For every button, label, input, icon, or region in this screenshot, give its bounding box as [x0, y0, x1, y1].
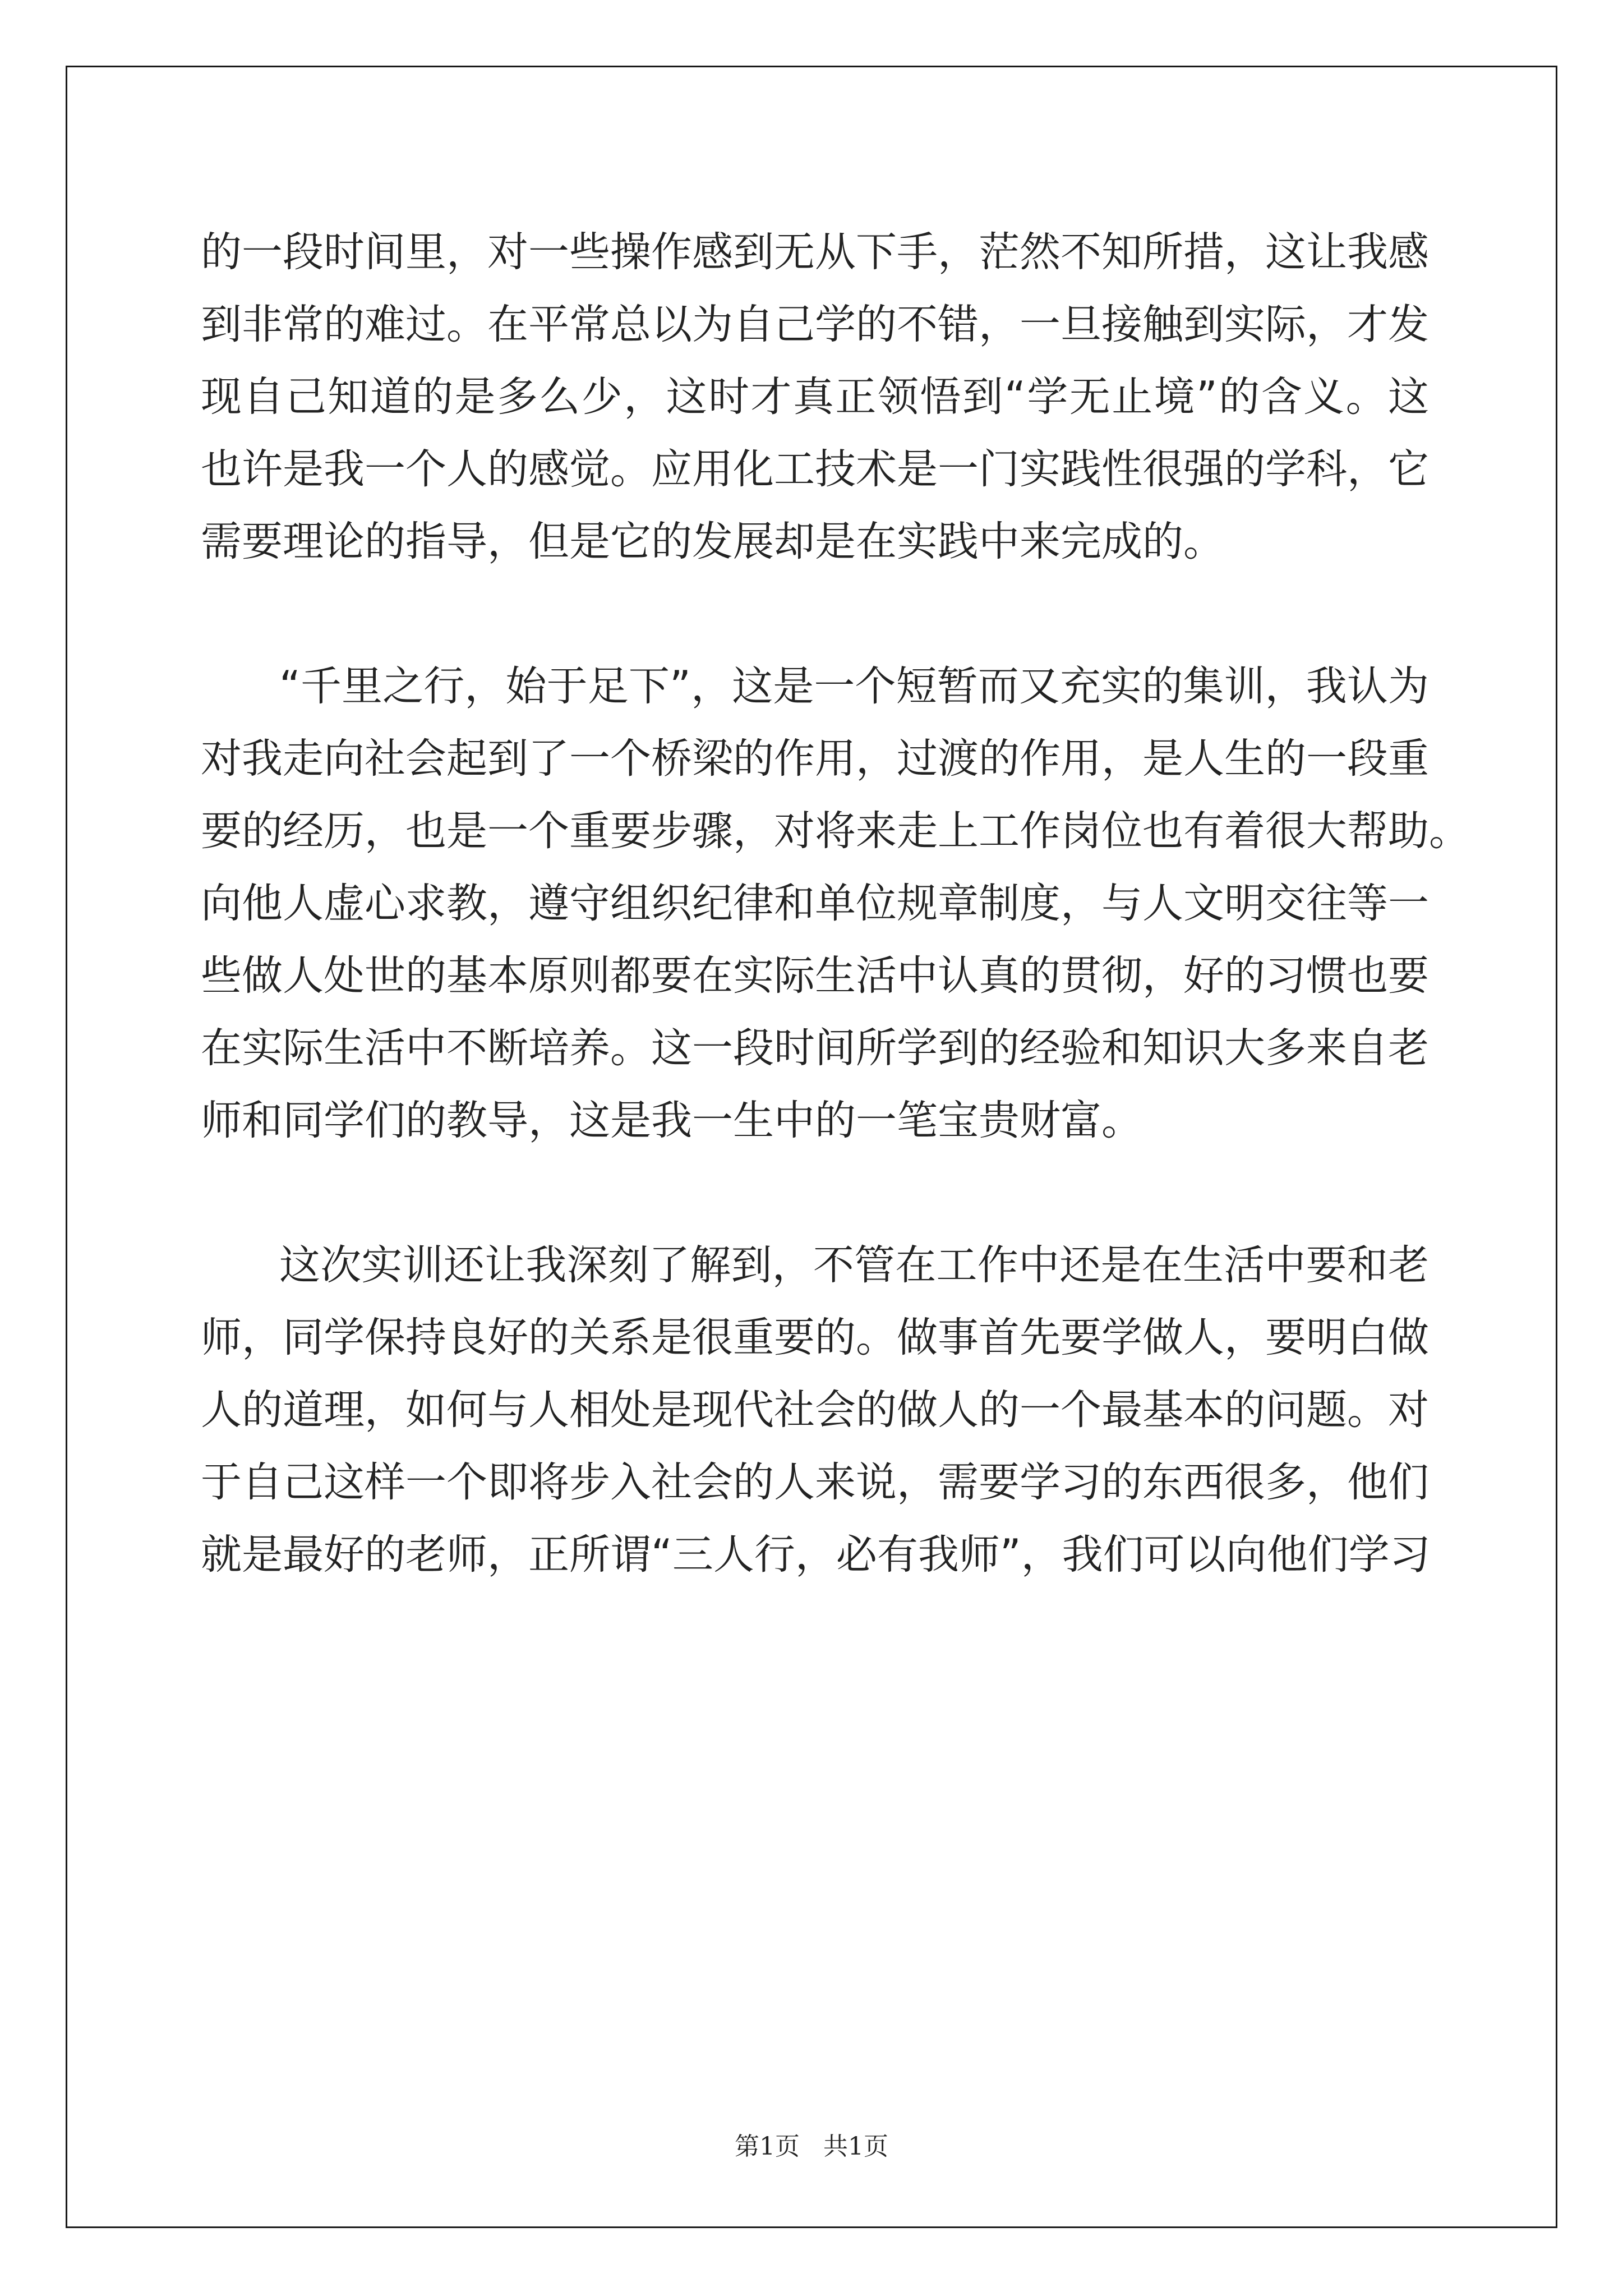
- text-line: 于自己这样一个即将步入社会的人来说，需要学习的东西很多，他们: [201, 1458, 1429, 1506]
- text-line: 到非常的难过。在平常总以为自己学的不错，一旦接触到实际，才发: [201, 301, 1429, 348]
- text-line: 现自己知道的是多么少，这时才真正领悟到“学无止境”的含义。这: [201, 373, 1429, 421]
- text-line: 在实际生活中不断培养。这一段时间所学到的经验和知识大多来自老: [201, 1024, 1429, 1072]
- page-number-footer: 第1页 共1页: [735, 2132, 888, 2161]
- text-line: 的一段时间里，对一些操作感到无从下手，茫然不知所措，这让我感: [201, 228, 1429, 276]
- text-line: 也许是我一个人的感觉。应用化工技术是一门实践性很强的学科，它: [201, 445, 1429, 493]
- text-line: 需要理论的指导，但是它的发展却是在实践中来完成的。: [201, 518, 1224, 565]
- text-line: 师，同学保持良好的关系是很重要的。做事首先要学做人，要明白做: [201, 1314, 1429, 1361]
- text-line: 要的经历，也是一个重要步骤，对将来走上工作岗位也有着很大帮助。: [201, 807, 1470, 855]
- paragraph-gap: [201, 1157, 1429, 1229]
- text-line: 就是最好的老师，正所谓“三人行，必有我师”，我们可以向他们学习: [201, 1531, 1431, 1579]
- text-line: 师和同学们的教导，这是我一生中的一笔宝贵财富。: [201, 1097, 1142, 1144]
- text-line: 些做人处世的基本原则都要在实际生活中认真的贯彻，好的习惯也要: [201, 952, 1429, 1000]
- text-line: 这次实训还让我深刻了解到，不管在工作中还是在生活中要和老: [279, 1241, 1429, 1289]
- text-line: 向他人虚心求教，遵守组织纪律和单位规章制度，与人文明交往等一: [201, 880, 1429, 927]
- text-line: 对我走向社会起到了一个桥梁的作用，过渡的作用，是人生的一段重: [201, 735, 1429, 783]
- text-line: “千里之行，始于足下”，这是一个短暂而又充实的集训，我认为: [279, 662, 1429, 710]
- paragraph-gap: [201, 578, 1429, 650]
- text-line: 人的道理，如何与人相处是现代社会的做人的一个最基本的问题。对: [201, 1386, 1429, 1434]
- document-body: [201, 216, 1470, 1591]
